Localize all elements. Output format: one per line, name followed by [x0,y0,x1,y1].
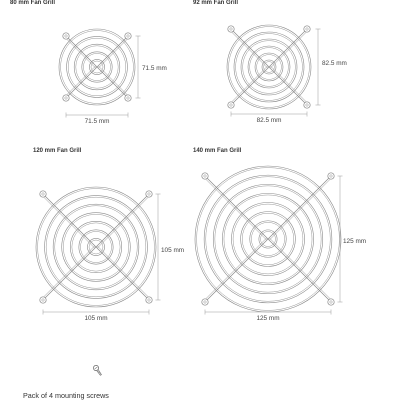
grill-92 [227,25,321,117]
mounting-eyelet [328,173,334,179]
screws-caption: Pack of 4 mounting screws [23,391,109,400]
cross-wire [97,246,150,299]
cross-wire [96,247,149,300]
mounting-eyelet [125,33,131,39]
cross-wire [269,177,332,240]
cross-wire [204,238,267,301]
mounting-eyelet [328,299,334,305]
grill-92-height-label: 82.5 mm [322,60,347,67]
mounting-eyelet [228,26,234,32]
cross-wire [42,246,95,299]
mounting-eyelet [40,191,46,197]
cross-wire [42,195,95,248]
grill-92-width-label: 82.5 mm [256,117,282,124]
cross-wire [204,177,267,240]
cross-wire [230,66,268,104]
cross-wire [43,247,96,300]
cross-wire [269,29,307,67]
grill-120 [36,187,161,315]
mounting-eyelet [304,26,310,32]
grill-120-height-label: 105 mm [161,247,185,254]
cross-wire [96,194,149,247]
grill-80-width-label: 71.5 mm [84,118,110,125]
mounting-eyelet [125,95,131,101]
screw-icon [92,364,103,376]
grill-140 [195,166,343,315]
grill-140-width-label: 125 mm [256,315,280,322]
mounting-eyelet [63,33,69,39]
mounting-eyelet [202,173,208,179]
mounting-eyelet [40,297,46,303]
cross-wire [97,195,150,248]
mounting-eyelet [146,297,152,303]
cross-wire [269,238,332,301]
mounting-eyelet [228,102,234,108]
grill-140-height-label: 125 mm [343,238,367,245]
grill-92-title: 92 mm Fan Grill [193,0,239,6]
cross-wire [270,30,308,68]
cross-wire [230,30,268,68]
cross-wire [43,194,96,247]
cross-wire [231,29,269,67]
grill-140-title: 140 mm Fan Grill [193,148,242,154]
cross-wire [269,67,307,105]
cross-wire [231,67,269,105]
mounting-eyelet [304,102,310,108]
grill-80 [59,29,141,118]
grill-80-height-label: 71.5 mm [142,65,167,72]
cross-wire [270,66,308,104]
grill-120-width-label: 105 mm [84,315,108,322]
grill-120-title: 120 mm Fan Grill [33,148,82,154]
mounting-eyelet [202,299,208,305]
mounting-eyelet [63,95,69,101]
grill-80-title: 80 mm Fan Grill [10,0,56,6]
mounting-eyelet [146,191,152,197]
